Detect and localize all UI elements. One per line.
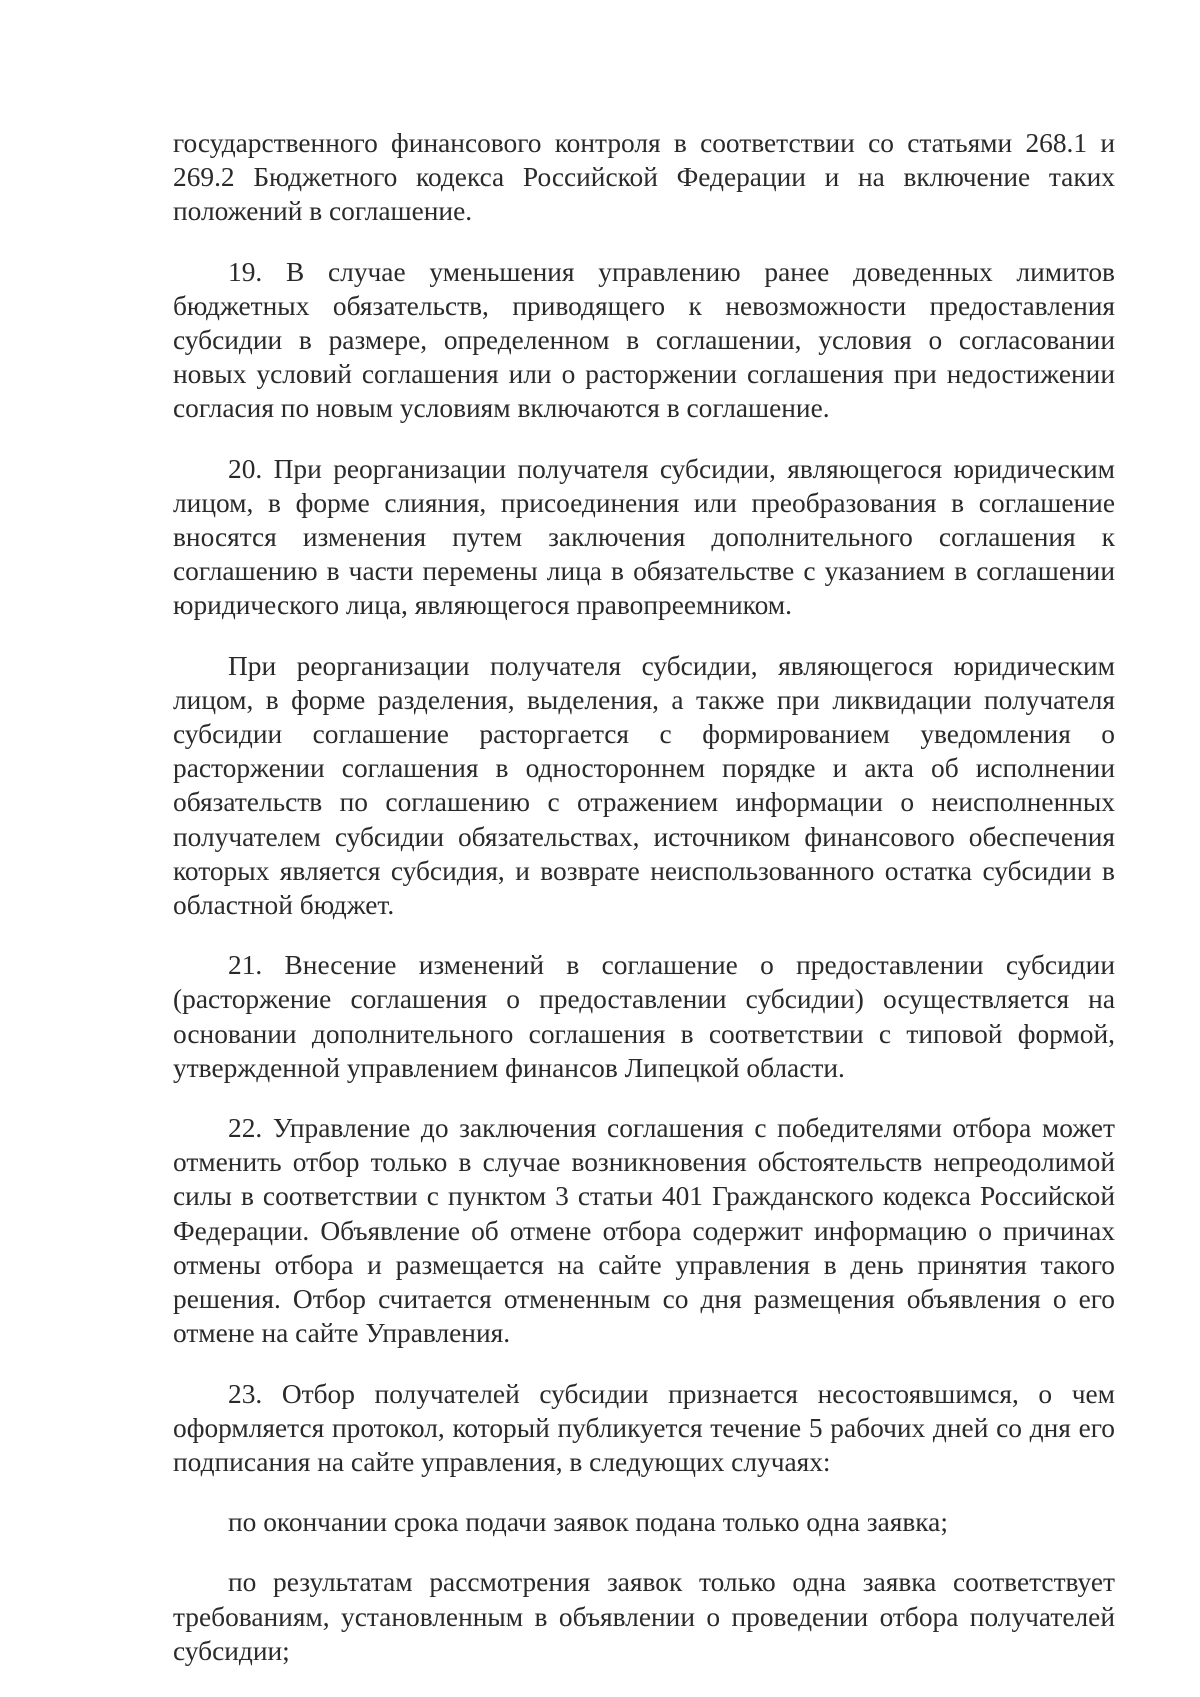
paragraph-20-reorganization: При реорганизации получателя субсидии, являющегося юридическим лицом, в форме разделения, выделения, а также при ликвидации получателя субсидии соглашение расторгается с формированием уведомления о расторжении соглашения в одностороннем порядке и акта об исполнении обязательств по соглашению с отражением информации о неисполненных получателем субсидии обязательствах, источником финансового обеспечения которых является субсидия, и возврате неиспользованного остатка субсидии в областной бюджет. [173, 650, 1115, 921]
paragraph-continuation: государственного финансового контроля в соответствии со статьями 268.1 и 269.2 Бюджетного кодекса Российской Федерации и на включение таких положений в соглашение. [173, 128, 1115, 227]
paragraph-23: 23. Отбор получателей субсидии признается несостоявшимся, о чем оформляется протокол, который публикуется течение 5 рабочих дней со дня его подписания на сайте управления, в следующих случаях: [173, 1378, 1115, 1477]
paragraph-21: 21. Внесение изменений в соглашение о предоставлении субсидии (расторжение соглашения о предоставлении субсидии) осуществляется на основании дополнительного соглашения в соответствии с типовой формой, утвержденной управлением финансов Липецкой области. [173, 950, 1115, 1083]
paragraph-19: 19. В случае уменьшения управлению ранее доведенных лимитов бюджетных обязательств, приводящего к невозможности предоставления субсидии в размере, определенном в соглашении, условия о согласовании новых условий соглашения или о расторжении соглашения при недостижении согласия по новым условиям включаются в соглашение. [173, 256, 1115, 424]
paragraph-23-case-1: по окончании срока подачи заявок подана только одна заявка; [228, 1507, 948, 1538]
document-body [173, 126, 1115, 1694]
paragraph-22: 22. Управление до заключения соглашения с победителями отбора может отменить отбор только в случае возникновения обстоятельств непреодолимой силы в соответствии с пунктом 3 статьи 401 Гражданского кодекса Российской Федерации. Объявление об отмене отбора содержит информацию о причинах отмены отбора и размещается на сайте управления в день принятия такого решения. Отбор считается отмененным со дня размещения объявления о его отмене на сайте Управления. [173, 1113, 1115, 1349]
paragraph-20: 20. При реорганизации получателя субсидии, являющегося юридическим лицом, в форме слияния, присоединения или преобразования в соглашение вносятся изменения путем заключения дополнительного соглашения к соглашению в части перемены лица в обязательстве с указанием в соглашении юридического лица, являющегося правопреемником. [173, 453, 1115, 621]
paragraph-23-case-2: по результатам рассмотрения заявок только одна заявка соответствует требованиям, установленным в объявлении о проведении отбора получателей субсидии; [173, 1567, 1115, 1666]
